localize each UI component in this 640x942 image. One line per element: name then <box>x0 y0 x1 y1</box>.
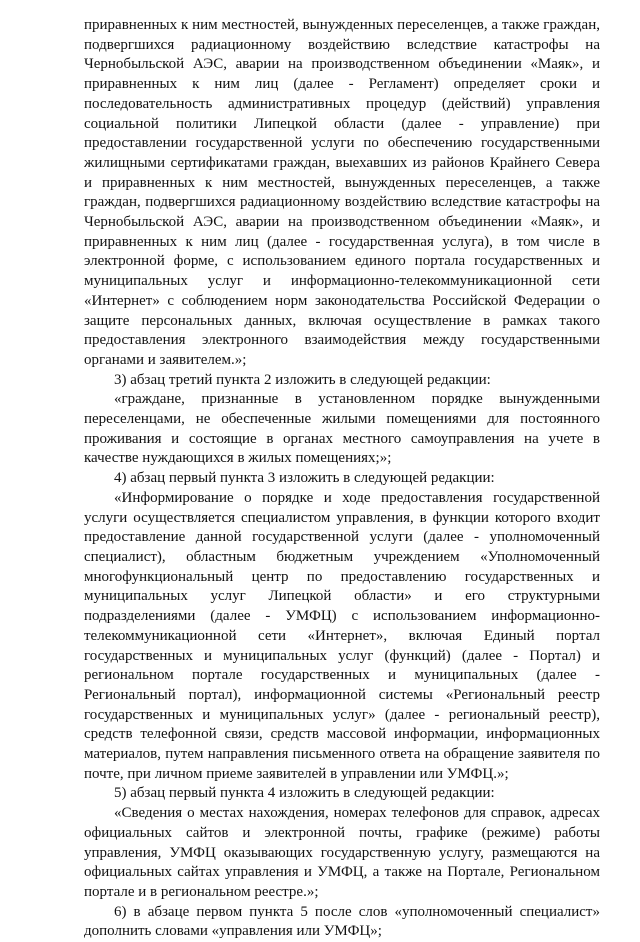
paragraph-item-5: 5) абзац первый пункта 4 изложить в следующей редакции: <box>114 785 495 802</box>
paragraph-item-3: 3) абзац третий пункта 2 изложить в следующей редакции: <box>114 371 491 388</box>
paragraph-item-3-text: «граждане, признанные в установленном порядке вынужденными переселенцами, не обеспеченные жилыми помещениями для постоянного проживания и состоящие в органах местного самоуправления на учете в качестве нуждающихся в жилых помещениях;»; <box>84 391 600 467</box>
paragraph-regulation-intro: приравненных к ним местностей, вынужденных переселенцев, а также граждан, подвергшихся радиационному воздействию вследствие катастрофы на Чернобыльской АЭС, аварии на производственном объединении «Маяк», и приравненных к ним лиц (далее - Регламент) определяет сроки и последовательность административных процедур (действий) управления социальной политики Липецкой области (далее - управление) при предоставлении государственной услуги по обеспечению государственными жилищными сертификатами граждан, выехавших из районов Крайнего Севера и приравненных к ним местностей, вынужденных переселенцев, а также граждан, подвергшихся радиационному воздействию вследствие катастрофы на Чернобыльской АЭС, аварии на производственном объединении «Маяк», и приравненных к ним лиц (далее - государственная услуга), в том числе в электронной форме, с использованием единого портала государственных и муниципальных услуг и информационно-телекоммуникационной сети «Интернет» с соблюдением норм законодательства Российской Федерации о защите персональных данных, включая осуществление в рамках такого предоставления электронного взаимодействия между государственными органами и заявителем.»; <box>84 17 600 368</box>
paragraph-item-6: 6) в абзаце первом пункта 5 после слов «уполномоченный специалист» дополнить словами «управления или УМФЦ»; <box>84 903 600 940</box>
paragraph-item-4-text: «Информирование о порядке и ходе предоставления государственной услуги осуществляется специалистом управления, в функции которого входит предоставление данной государственной услуги (далее - уполномоченный специалист), областным бюджетным учреждением «Уполномоченный многофункциональный центр по предоставлению государственных и муниципальных услуг Липецкой области» и его структурными подразделениями (далее - УМФЦ) с использованием информационно-телекоммуникационной сети «Интернет», включая Единый портал государственных и муниципальных услуг (функций) (далее - Портал) и региональном портале государственных и муниципальных (далее - Региональный портал), информационной системы «Региональный реестр государственных и муниципальных услуг» (далее - региональный реестр), средств телефонной связи, средств массовой информации, информационных материалов, путем направления письменного ответа на обращение заявителя по почте, при личном приеме заявителей в управлении или УМФЦ.»; <box>84 489 600 782</box>
paragraph-item-4: 4) абзац первый пункта 3 изложить в следующей редакции: <box>114 470 495 487</box>
paragraph-item-5-text: «Сведения о местах нахождения, номерах телефонов для справок, адресах официальных сайтов и электронной почты, графике (режиме) работы управления, УМФЦ оказывающих государственную услугу, размещаются на официальных сайтах управления и УМФЦ, а также на Портале, Региональном портале и в региональном реестре.»; <box>84 805 600 900</box>
